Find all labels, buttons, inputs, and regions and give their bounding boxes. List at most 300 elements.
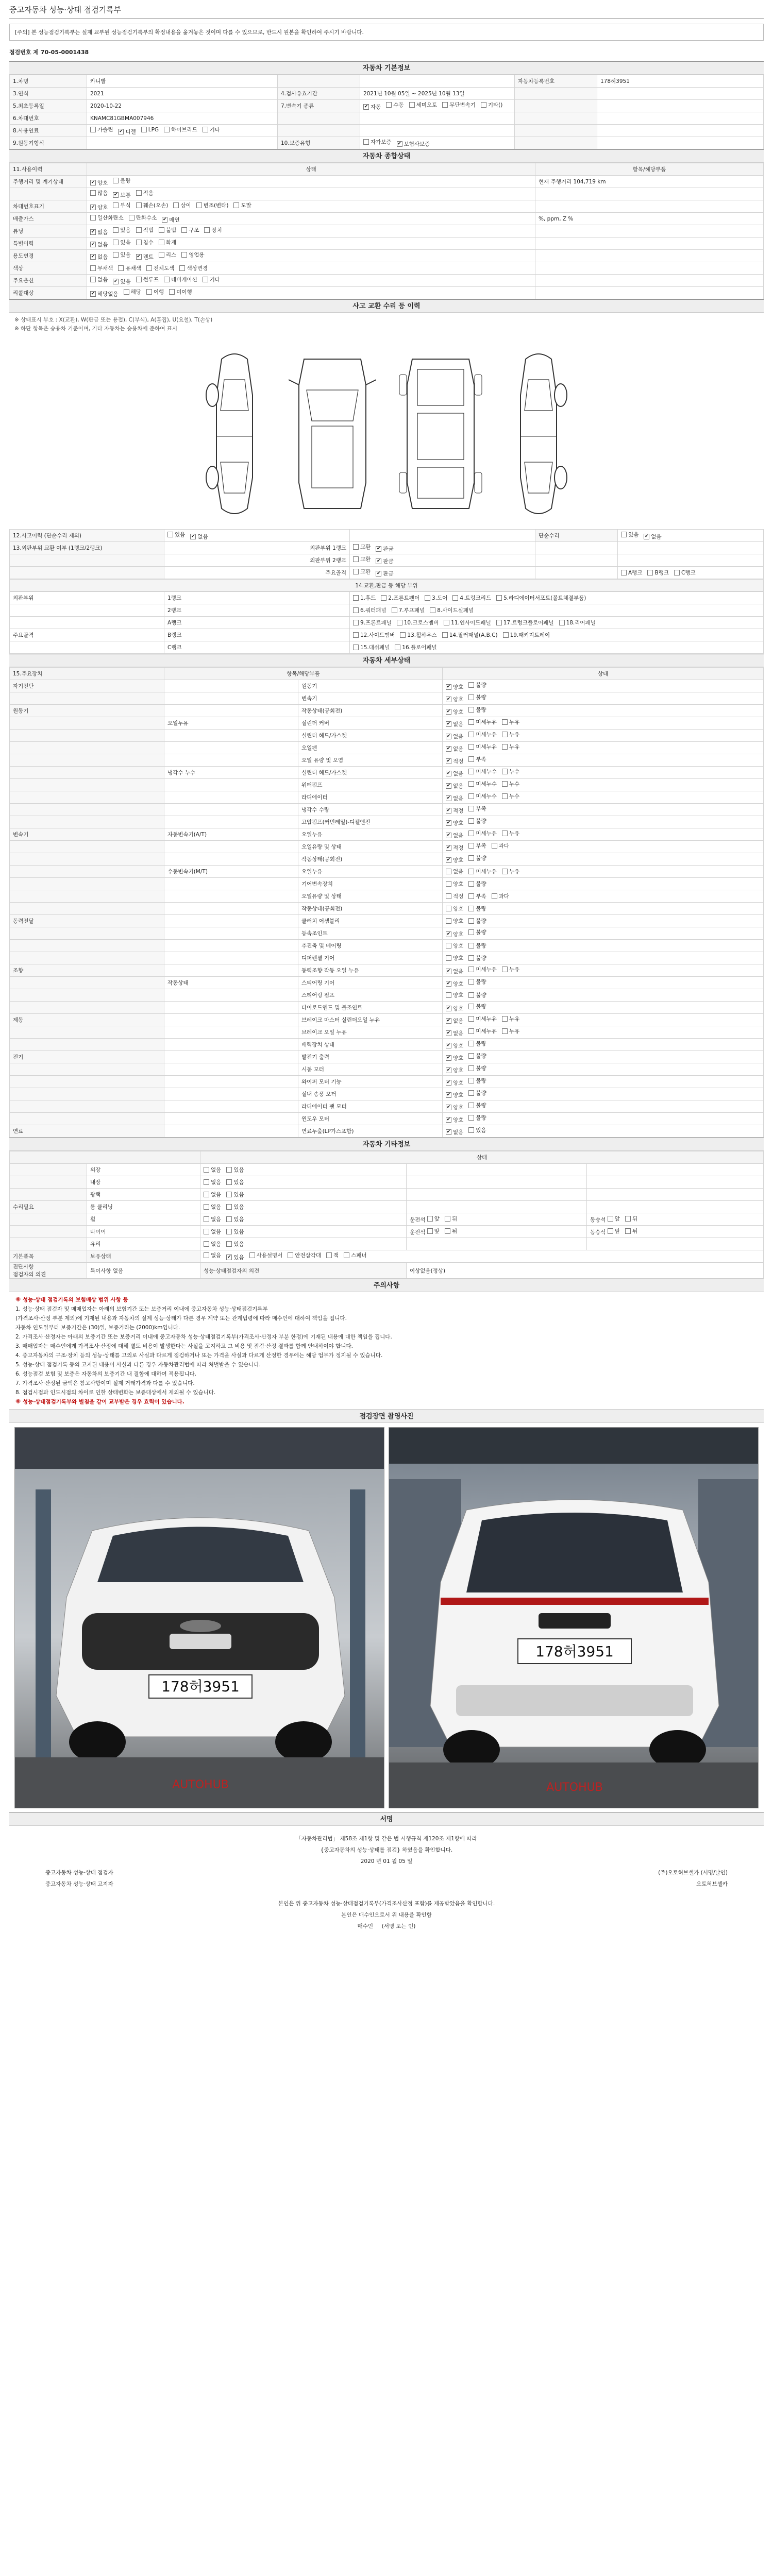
overall-checkbox[interactable]: 불량 [113, 177, 130, 184]
detail-checkbox[interactable]: ✔ 없음 [446, 733, 463, 740]
detail-checkbox[interactable]: 불량 [468, 942, 486, 950]
detail-checkbox[interactable]: ✔ 양호 [446, 980, 463, 988]
detail-checkbox[interactable]: 불량 [468, 978, 486, 986]
detail-checkbox[interactable]: ✔ 없음 [446, 745, 463, 753]
detail-item: 배력장치 상태 [298, 1039, 443, 1051]
outer-checkbox[interactable]: 교환 [353, 568, 371, 575]
overall-checkbox[interactable]: 변조(변타) [196, 201, 229, 209]
detail-checkbox[interactable]: 불량 [468, 817, 486, 825]
warranty-checkbox[interactable]: ✔ 보험사보증 [397, 140, 430, 148]
detail-checkbox[interactable]: 미세누수 [468, 792, 497, 800]
detail-group [10, 890, 164, 903]
detail-checkbox[interactable]: 양호 [446, 917, 463, 925]
fuel-checkbox[interactable]: LPG [141, 127, 159, 133]
other-checkbox[interactable]: 있음 [226, 1228, 244, 1235]
detail-row [10, 730, 764, 742]
overall-checkbox[interactable]: 부식 [113, 201, 130, 209]
outer-rank-checkbox[interactable]: C랭크 [674, 569, 696, 577]
overall-checkbox[interactable]: 리스 [159, 251, 176, 259]
detail-group [10, 767, 164, 779]
detail-row [10, 1088, 764, 1100]
detail-checkbox[interactable]: ✔ 양호 [446, 1116, 463, 1124]
detail-checkbox[interactable]: ✔ 양호 [446, 1079, 463, 1087]
overall-note [535, 188, 764, 200]
detail-group [10, 1026, 164, 1039]
diag-left: 특이사항 없음 [87, 1263, 200, 1279]
part-checkbox[interactable]: 2.프론트펜더 [381, 594, 419, 602]
detail-checkbox[interactable]: ✔ 없음 [446, 1017, 463, 1025]
transmission-checkbox[interactable]: ✔ 자동 [363, 103, 381, 111]
caution-item: 4. 중고자동차의 구조·장치 등의 성능·상태를 고의로 사실과 다르게 점검하거나 또는 가격을 사실과 다르게 산정한 경우에는 해당 업무가 정지될 수 있습니다. [15, 1352, 383, 1359]
detail-group [10, 952, 164, 964]
wheel-pos-checkbox[interactable]: 뒤 [445, 1227, 457, 1235]
detail-checkbox[interactable]: 누유 [502, 868, 519, 875]
wheel-pos-checkbox[interactable]: 앞 [427, 1215, 440, 1223]
part-checkbox[interactable]: 16.플로어패널 [395, 643, 436, 651]
detail-checkbox[interactable]: 미세누유 [468, 731, 497, 738]
part-checkbox[interactable]: 15.대쉬패널 [353, 643, 390, 651]
other-checkbox[interactable]: 없음 [204, 1228, 221, 1235]
detail-sub [164, 754, 298, 767]
car-front-top-icon [289, 349, 376, 519]
parts-items [350, 592, 764, 604]
other-checkbox[interactable]: 없음 [204, 1240, 221, 1248]
overall-checkbox[interactable]: 네비게이션 [164, 276, 197, 283]
detail-checkbox[interactable]: ✔ 양호 [446, 930, 463, 938]
overall-checkbox[interactable]: 많음 [90, 189, 108, 197]
detail-checkbox[interactable]: 과다 [492, 842, 509, 850]
detail-state [443, 890, 764, 903]
photos-section [9, 1410, 764, 1812]
part-checkbox[interactable]: 9.프론트패널 [353, 619, 392, 626]
outer-checkbox[interactable]: 교환 [353, 543, 371, 551]
part-checkbox[interactable]: 19.패키지트레이 [503, 631, 550, 639]
overall-checkbox[interactable]: 적음 [136, 189, 154, 197]
basic-value [87, 125, 278, 137]
detail-checkbox[interactable]: 불량 [468, 1040, 486, 1047]
part-checkbox[interactable]: 7.루프패널 [392, 606, 425, 614]
detail-section [9, 654, 764, 1138]
detail-checkbox[interactable]: ✔ 양호 [446, 819, 463, 827]
pricer-label: 중고자동차 성능·상태 고지자 [45, 1881, 113, 1887]
detail-checkbox[interactable]: 미세누유 [468, 965, 497, 973]
detail-checkbox[interactable]: 불량 [468, 693, 486, 701]
part-checkbox[interactable]: 10.크로스멤버 [397, 619, 439, 626]
overall-checkbox[interactable]: ✔ 보통 [113, 191, 130, 199]
detail-checkbox[interactable]: 불량 [468, 1064, 486, 1072]
detail-item: 추진축 및 베어링 [298, 940, 443, 952]
detail-state [443, 680, 764, 692]
detail-checkbox[interactable]: 누유 [502, 829, 519, 837]
overall-checkbox[interactable]: 전체도색 [146, 264, 175, 272]
overall-label: 특별이력 [10, 238, 87, 250]
parts-side [10, 604, 164, 617]
outer-rank-checkbox[interactable]: B랭크 [647, 569, 669, 577]
overall-note [535, 275, 764, 287]
outer-row [10, 567, 764, 579]
detail-item: 스티어링 펌프 [298, 989, 443, 1002]
outer-checkbox[interactable]: ✔ 판금 [376, 570, 393, 578]
overall-checkbox[interactable]: 훼손(오손) [136, 201, 169, 209]
detail-checkbox[interactable]: 불량 [468, 1077, 486, 1084]
other-checkbox[interactable]: 있음 [226, 1215, 244, 1223]
detail-checkbox[interactable]: 미세누유 [468, 743, 497, 751]
outer-label [10, 554, 164, 567]
detail-checkbox[interactable]: ✔ 없음 [446, 782, 463, 790]
detail-item: 와이퍼 모터 기능 [298, 1076, 443, 1088]
detail-row [10, 989, 764, 1002]
overall-checkbox[interactable]: ✔ 있음 [113, 278, 130, 285]
overall-checkbox[interactable]: 유채색 [118, 264, 141, 272]
basic-label [278, 112, 360, 125]
overall-checkbox[interactable]: ✔ 매연 [162, 216, 179, 224]
detail-row [10, 767, 764, 779]
basic-items-checkbox[interactable]: 잭 [326, 1251, 339, 1259]
part-checkbox[interactable]: 11.인사이드패널 [444, 619, 491, 626]
detail-checkbox[interactable]: 불량 [468, 1003, 486, 1010]
detail-checkbox[interactable]: 불량 [468, 681, 486, 689]
detail-row [10, 977, 764, 989]
other-checkbox[interactable]: 있음 [226, 1166, 244, 1174]
detail-checkbox[interactable]: 누유 [502, 1027, 519, 1035]
overall-state [87, 213, 535, 225]
overall-checkbox[interactable]: ✔ 해당없음 [90, 290, 119, 298]
detail-checkbox[interactable]: 없음 [446, 868, 463, 875]
outer-checkbox[interactable]: ✔ 판금 [376, 557, 393, 565]
basic-items-checkbox[interactable]: 사용설명서 [249, 1251, 283, 1259]
overall-row [10, 213, 764, 225]
detail-checkbox[interactable]: ✔ 양호 [446, 856, 463, 864]
caution-item: 2. 가격조사·산정자는 아래의 보증기간 또는 보증거리 이내에 중고자동차 성능·상태점검기록부(가격조사·산정자 부분 한정)에 기재된 내용에 대한 책임을 집니다. [15, 1334, 392, 1340]
overall-state [87, 188, 535, 200]
part-checkbox[interactable]: 5.라디에이터서포트(볼트체결부품) [496, 594, 586, 602]
overall-checkbox[interactable]: 영업용 [181, 251, 204, 259]
detail-checkbox[interactable]: ✔ 양호 [446, 1104, 463, 1111]
signature-body [9, 1826, 764, 1939]
other-checkbox[interactable]: 있음 [226, 1203, 244, 1211]
fuel-checkbox[interactable]: ✔ 디젤 [118, 128, 136, 135]
detail-checkbox[interactable]: 부족 [468, 892, 486, 900]
detail-state [443, 1063, 764, 1076]
detail-checkbox[interactable]: 과다 [492, 892, 509, 900]
detail-checkbox[interactable]: ✔ 양호 [446, 1091, 463, 1099]
overall-checkbox[interactable]: ✔ 없음 [90, 253, 108, 261]
transmission-checkbox[interactable]: 수동 [386, 101, 404, 109]
detail-checkbox[interactable]: ✔ 없음 [446, 832, 463, 839]
detail-group [10, 841, 164, 853]
detail-row [10, 903, 764, 915]
part-checkbox[interactable]: 14.필러패널(A,B,C) [442, 631, 498, 639]
basic-row [10, 125, 764, 137]
basic-label: 4.검사유효기간 [278, 88, 360, 100]
simple-repair-opts [618, 530, 764, 542]
accident-history-checkbox[interactable]: ✔ 없음 [190, 533, 208, 540]
fuel-checkbox[interactable]: 기타 [203, 126, 220, 133]
detail-checkbox[interactable]: 양호 [446, 880, 463, 888]
overall-checkbox[interactable]: 불법 [159, 226, 176, 234]
detail-checkbox[interactable]: ✔ 양호 [446, 708, 463, 716]
detail-row [10, 1014, 764, 1026]
part-checkbox[interactable]: 17.트렁크플로어패널 [496, 619, 554, 626]
detail-checkbox[interactable]: 불량 [468, 854, 486, 862]
part-checkbox[interactable]: 12.사이드멤버 [353, 631, 395, 639]
overall-checkbox[interactable]: 일산화탄소 [90, 214, 124, 222]
other-section [9, 1138, 764, 1279]
other-extra [407, 1176, 587, 1189]
other-checkbox[interactable]: 없음 [204, 1191, 221, 1198]
rear-brand-text: AUTOHUB [546, 1781, 603, 1794]
other-checkbox[interactable]: 있음 [226, 1191, 244, 1198]
overall-note [535, 225, 764, 238]
outer-checkbox[interactable]: 교환 [353, 555, 371, 563]
detail-checkbox[interactable]: 누수 [502, 792, 519, 800]
detail-state [443, 730, 764, 742]
simple-repair-checkbox[interactable]: ✔ 없음 [644, 533, 661, 540]
overall-checkbox[interactable]: 있음 [113, 251, 130, 259]
detail-checkbox[interactable]: ✔ 양호 [446, 696, 463, 703]
overall-checkbox[interactable]: 기타 [203, 276, 220, 283]
other-checkbox[interactable]: 있음 [226, 1240, 244, 1248]
overall-col-state: 상태 [87, 163, 535, 176]
detail-checkbox[interactable]: ✔ 적정 [446, 844, 463, 852]
wheel-pos-checkbox[interactable]: 뒤 [445, 1215, 457, 1223]
overall-checkbox[interactable]: 도말 [233, 201, 251, 209]
detail-checkbox[interactable]: ✔ 없음 [446, 794, 463, 802]
overall-checkbox[interactable]: ✔ 없음 [90, 228, 108, 236]
detail-checkbox[interactable]: ✔ 적정 [446, 807, 463, 815]
detail-row [10, 705, 764, 717]
detail-row [10, 1002, 764, 1014]
detail-checkbox[interactable]: ✔ 없음 [446, 720, 463, 728]
outer-row [10, 554, 764, 567]
outer-opts [350, 542, 535, 554]
overall-checkbox[interactable]: 색상변경 [179, 264, 208, 272]
overall-checkbox[interactable]: 장치 [204, 226, 222, 234]
detail-checkbox[interactable]: 불량 [468, 1114, 486, 1122]
detail-checkbox[interactable]: 양호 [446, 905, 463, 912]
detail-checkbox[interactable]: 미세누수 [468, 780, 497, 788]
overall-checkbox[interactable]: 무채색 [90, 264, 113, 272]
part-checkbox[interactable]: 18.리어패널 [559, 619, 596, 626]
parts-rank: C랭크 [164, 641, 350, 654]
detail-checkbox[interactable]: 부족 [468, 805, 486, 812]
detail-checkbox[interactable]: 누유 [502, 731, 519, 738]
detail-checkbox[interactable]: 누유 [502, 718, 519, 726]
detail-checkbox[interactable]: 불량 [468, 880, 486, 888]
detail-checkbox[interactable]: ✔ 양호 [446, 1042, 463, 1049]
caution-item: 3. 매매업자는 매수인에게 가격조사·산정에 대해 별도 비용이 발생한다는 사실을 고지하고 그 비용 및 점검·산정 결과를 함께 안내하여야 합니다. [15, 1343, 353, 1349]
detail-group [10, 791, 164, 804]
detail-checkbox[interactable]: ✔ 양호 [446, 1054, 463, 1062]
part-checkbox[interactable]: 8.사이드실패널 [430, 606, 474, 614]
inspector-row [14, 1867, 759, 1878]
overall-checkbox[interactable]: ✔ 렌트 [136, 253, 154, 261]
detail-col2: 항목/해당부품 [164, 668, 443, 680]
other-extra [407, 1201, 587, 1213]
parts-row [10, 641, 764, 654]
overall-checkbox[interactable]: 이행 [146, 288, 164, 296]
basic-items-opts [200, 1250, 764, 1263]
detail-sub [164, 705, 298, 717]
accident-history-checkbox[interactable]: 있음 [167, 531, 185, 538]
detail-checkbox[interactable]: ✔ 없음 [446, 770, 463, 777]
outer-checkbox[interactable]: ✔ 판금 [376, 545, 393, 553]
detail-checkbox[interactable]: 불량 [468, 905, 486, 912]
detail-group [10, 804, 164, 816]
overall-checkbox[interactable]: 적법 [136, 226, 154, 234]
detail-sub [164, 1076, 298, 1088]
detail-checkbox[interactable]: 누유 [502, 965, 519, 973]
basic-label: 8.사용연료 [10, 125, 87, 137]
detail-checkbox[interactable]: 적정 [446, 892, 463, 900]
detail-item: 발전기 출력 [298, 1051, 443, 1063]
other-opts [200, 1226, 407, 1238]
simple-repair-checkbox[interactable]: 있음 [621, 531, 638, 538]
part-checkbox[interactable]: 1.후드 [353, 594, 376, 602]
other-checkbox[interactable]: 없음 [204, 1215, 221, 1223]
outer-rank-checkbox[interactable]: A랭크 [621, 569, 642, 577]
transmission-checkbox[interactable]: 기타() [481, 101, 502, 109]
detail-item: 실내 송풍 모터 [298, 1088, 443, 1100]
fuel-checkbox[interactable]: 하이브리드 [164, 126, 197, 133]
overall-checkbox[interactable]: 썬루프 [136, 276, 159, 283]
basic-items-checkbox[interactable]: 없음 [204, 1251, 221, 1259]
part-checkbox[interactable]: 3.도어 [425, 594, 447, 602]
fuel-checkbox[interactable]: 가솔린 [90, 126, 113, 133]
detail-item: 라디에이터 팬 모터 [298, 1100, 443, 1113]
overall-checkbox[interactable]: ✔ 양호 [90, 204, 108, 211]
parts-row [10, 604, 764, 617]
other-checkbox[interactable]: 없음 [204, 1203, 221, 1211]
detail-group [10, 816, 164, 828]
wheel-pos2-checkbox[interactable]: 뒤 [625, 1215, 637, 1223]
other-checkbox[interactable]: 없음 [204, 1178, 221, 1186]
other-checkbox[interactable]: 없음 [204, 1166, 221, 1174]
warranty-checkbox[interactable]: 자가보증 [363, 138, 392, 146]
detail-state [443, 915, 764, 927]
detail-checkbox[interactable]: 미세누유 [468, 1015, 497, 1023]
overall-checkbox[interactable]: 탄화수소 [129, 214, 157, 222]
caution-item: 1. 성능·상태 점검자 및 매매업자는 아래의 보험기간 또는 보증거리 이내에 중고자동차 성능·상태점검기록부 [15, 1306, 268, 1312]
overall-checkbox[interactable]: 화재 [159, 239, 176, 246]
outer-right [618, 542, 764, 554]
overall-checkbox[interactable]: 상이 [173, 201, 191, 209]
wheel-pos2-checkbox[interactable]: 뒤 [625, 1227, 637, 1235]
detail-item: 시동 모터 [298, 1063, 443, 1076]
detail-sub [164, 1063, 298, 1076]
detail-group [10, 866, 164, 878]
detail-checkbox[interactable]: 양호 [446, 991, 463, 999]
detail-checkbox[interactable]: 있음 [468, 1126, 486, 1134]
detail-checkbox[interactable]: 미세누유 [468, 829, 497, 837]
overall-note [535, 262, 764, 275]
detail-checkbox[interactable]: 불량 [468, 1089, 486, 1097]
other-opts [200, 1238, 407, 1250]
detail-checkbox[interactable]: ✔ 없음 [446, 1029, 463, 1037]
detail-checkbox[interactable]: 누유 [502, 1015, 519, 1023]
overall-checkbox[interactable]: ✔ 양호 [90, 179, 108, 187]
basic-value [597, 137, 764, 149]
detail-item: 실린더 헤드/가스켓 [298, 730, 443, 742]
detail-checkbox[interactable]: ✔ 없음 [446, 968, 463, 975]
basic-items-checkbox[interactable]: ✔ 있음 [226, 1253, 244, 1261]
overall-row [10, 176, 764, 188]
basic-items-label: 기본품목 [10, 1250, 87, 1263]
detail-checkbox[interactable]: 불량 [468, 928, 486, 936]
overall-checkbox[interactable]: 있음 [113, 239, 130, 246]
detail-group [10, 717, 164, 730]
detail-checkbox[interactable]: 불량 [468, 954, 486, 962]
detail-checkbox[interactable]: ✔ 양호 [446, 1005, 463, 1012]
detail-checkbox[interactable]: 미세누유 [468, 1027, 497, 1035]
basic-items-checkbox[interactable]: 안전삼각대 [288, 1251, 321, 1259]
pricer-value: 오토허브셀카 [696, 1881, 728, 1887]
document-number-value: 70-05-0001438 [40, 49, 89, 56]
detail-checkbox[interactable]: ✔ 없음 [446, 1128, 463, 1136]
basic-label [515, 112, 597, 125]
detail-checkbox[interactable]: 부족 [468, 755, 486, 763]
detail-checkbox[interactable]: 양호 [446, 942, 463, 950]
part-checkbox[interactable]: 4.트렁크리드 [452, 594, 491, 602]
detail-checkbox[interactable]: ✔ 양호 [446, 1066, 463, 1074]
overall-note [535, 200, 764, 213]
overall-checkbox[interactable]: ✔ 없음 [90, 241, 108, 248]
detail-checkbox[interactable]: 불량 [468, 1101, 486, 1109]
wheel-pos2-checkbox[interactable]: 앞 [608, 1215, 620, 1223]
detail-checkbox[interactable]: ✔ 양호 [446, 683, 463, 691]
detail-checkbox[interactable]: 미세누수 [468, 768, 497, 775]
detail-checkbox[interactable]: 미세누유 [468, 868, 497, 875]
overall-checkbox[interactable]: 해당 [124, 288, 141, 296]
overall-checkbox[interactable]: 없음 [90, 276, 108, 283]
detail-sub [164, 730, 298, 742]
overall-checkbox[interactable]: 구조 [181, 226, 199, 234]
overall-checkbox[interactable]: 있음 [113, 226, 130, 234]
transmission-checkbox[interactable]: 세미오토 [409, 101, 438, 109]
outer-label: 13.외판부위 교환 여부 (1랭크/2랭크) [10, 542, 164, 554]
other-checkbox[interactable]: 있음 [226, 1178, 244, 1186]
detail-checkbox[interactable]: 불량 [468, 706, 486, 714]
detail-checkbox[interactable]: 불량 [468, 1052, 486, 1060]
wheel-pos-checkbox[interactable]: 앞 [427, 1227, 440, 1235]
detail-state [443, 1026, 764, 1039]
detail-sub [164, 804, 298, 816]
detail-group: 자기진단 [10, 680, 164, 692]
detail-checkbox[interactable]: 불량 [468, 917, 486, 925]
overall-checkbox[interactable]: 침수 [136, 239, 154, 246]
detail-checkbox[interactable]: 미세누유 [468, 718, 497, 726]
basic-items-checkbox[interactable]: 스패너 [344, 1251, 366, 1259]
part-checkbox[interactable]: 6.쿼터패널 [353, 606, 386, 614]
detail-checkbox[interactable]: ✔ 적정 [446, 757, 463, 765]
photos-row [9, 1423, 764, 1812]
detail-sub [164, 1113, 298, 1125]
detail-sub [164, 1125, 298, 1138]
other-extra2 [587, 1164, 764, 1176]
detail-checkbox[interactable]: 불량 [468, 991, 486, 999]
overall-checkbox[interactable]: 미이행 [169, 288, 192, 296]
detail-checkbox[interactable]: 누유 [502, 743, 519, 751]
parts-rank: A랭크 [164, 617, 350, 629]
part-checkbox[interactable]: 13.휠하우스 [400, 631, 436, 639]
detail-checkbox[interactable]: 누수 [502, 780, 519, 788]
wheel-pos2-checkbox[interactable]: 앞 [608, 1227, 620, 1235]
detail-state [443, 742, 764, 754]
detail-checkbox[interactable]: 양호 [446, 954, 463, 962]
detail-checkbox[interactable]: 누수 [502, 768, 519, 775]
detail-checkbox[interactable]: 부족 [468, 842, 486, 850]
transmission-checkbox[interactable]: 무단변속기 [442, 101, 476, 109]
